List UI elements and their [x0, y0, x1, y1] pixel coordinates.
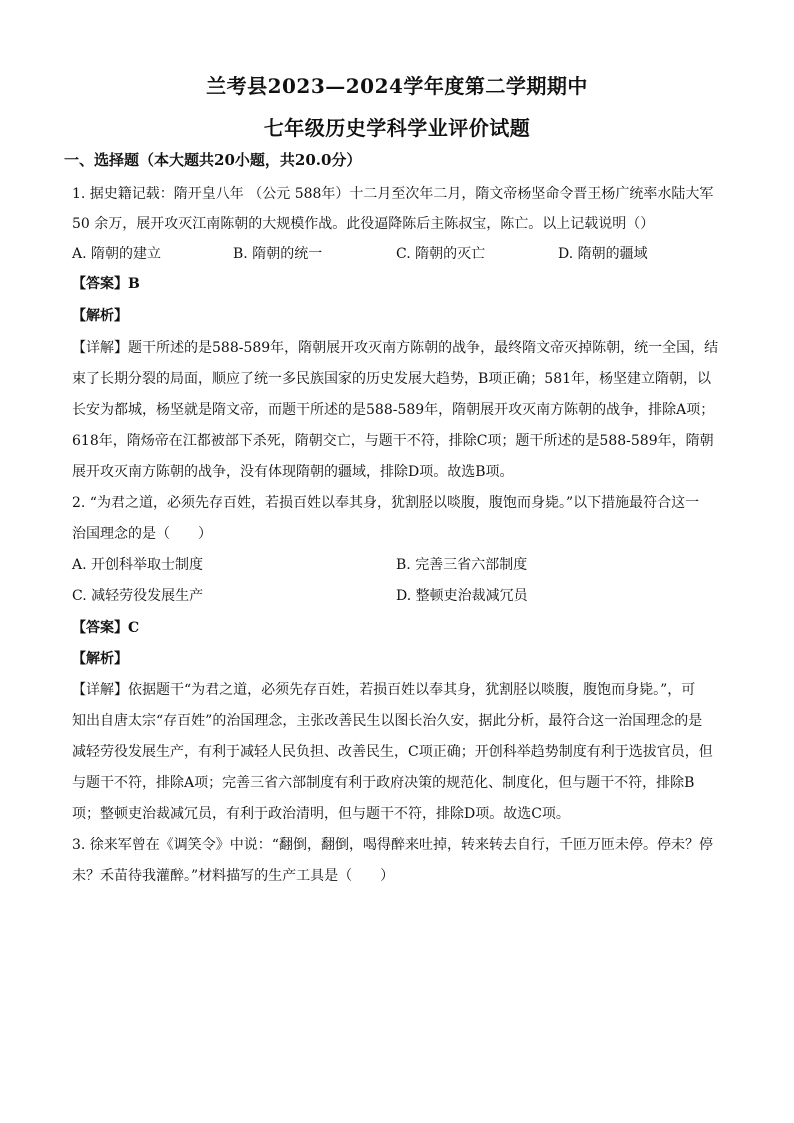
q1-analysis-tag: 【解析】	[72, 308, 128, 324]
exam-title-line1: 兰考县2023—2024学年度第二学期期中	[206, 74, 588, 98]
q2-stem-line1: 2. “为君之道，必须先存百姓，若损百姓以奉其身，犹割胫以啖腹，腹饱而身毙。”以下措施最符合这一	[72, 495, 700, 511]
q2-option-d: D. 整顿吏治裁减冗员	[396, 588, 528, 604]
q1-option-c: C. 隋朝的灭亡	[396, 246, 486, 262]
q1-option-d: D. 隋朝的疆域	[558, 246, 648, 262]
q1-detail-line5: 展开攻灭南方陈朝的战争，没有体现隋朝的疆域，排除D项。故选B项。	[72, 464, 514, 480]
q2-detail-line5: 项；整顿吏治裁减冗员，有利于政治清明，但与题干不符，排除D项。故选C项。	[72, 806, 570, 822]
q1-detail-line4: 618年，隋炀帝在江都被部下杀死，隋朝交亡，与题干不符，排除C项；题干所述的是588-589年，隋朝	[72, 433, 714, 449]
q2-option-c: C. 减轻劳役发展生产	[72, 588, 204, 604]
q3-stem-line1: 3. 徐来军曾在《调笑令》中说：“翻倒，翻倒，喝得醉来吐掉，转来转去自行，千匝万匝未停。停未？停	[72, 837, 713, 853]
q2-detail-line3: 减轻劳役发展生产，有利于减轻人民负担、改善民生，C项正确；开创科举趋势制度有利于选拔官员，但	[72, 744, 713, 760]
q2-stem-line2: 治国理念的是（ ）	[72, 526, 212, 542]
q2-answer: 【答案】C	[72, 620, 140, 636]
q1-detail-line1: 【详解】题干所述的是588-589年，隋朝展开攻灭南方陈朝的战争，最终隋文帝灭掉陈朝，统一全国，结	[72, 340, 719, 356]
q1-stem-line1: 1. 据史籍记载：隋开皇八年 （公元 588年）十二月至次年二月，隋文帝杨坚命令晋王杨广统率水陆大军	[72, 186, 714, 202]
q1-answer: 【答案】B	[72, 276, 140, 292]
q1-detail-line2: 束了长期分裂的局面，顺应了统一多民族国家的历史发展大趋势，B项正确；581年，杨坚建立隋朝，以	[72, 371, 712, 387]
q1-option-b: B. 隋朝的统一	[233, 246, 323, 262]
q2-detail-line4: 与题干不符，排除A项；完善三省六部制度有利于政府决策的规范化、制度化，但与题干不符，排除B	[72, 775, 695, 791]
exam-title-line2: 七年级历史学科学业评价试题	[263, 116, 531, 140]
q2-option-b: B. 完善三省六部制度	[396, 557, 528, 573]
q2-option-a: A. 开创科举取士制度	[72, 557, 204, 573]
q1-detail-line3: 长安为都城，杨坚就是隋文帝，而题干所述的是588-589年，隋朝展开攻灭南方陈朝的战争，排除A项；	[72, 402, 715, 418]
q1-stem-line2: 50 余万，展开攻灭江南陈朝的大规模作战。此役逼降陈后主陈叔宝，陈亡。以上记载说明（）	[72, 216, 655, 232]
q2-detail-line1: 【详解】依据题干“为君之道，必须先存百姓，若损百姓以奉其身，犹割胫以啖腹，腹饱而身毙。”，可	[72, 682, 696, 698]
q3-stem-line2: 未？禾苗待我灌醉。”材料描写的生产工具是（ ）	[72, 868, 395, 884]
q2-detail-line2: 知出自唐太宗“存百姓”的治国理念，主张改善民生以图长治久安，据此分析，最符合这一治国理念的是	[72, 713, 703, 729]
section-heading: 一、选择题（本大题共20小题，共20.0分）	[64, 151, 362, 169]
q2-analysis-tag: 【解析】	[72, 651, 128, 667]
q1-option-a: A. 隋朝的建立	[72, 246, 162, 262]
